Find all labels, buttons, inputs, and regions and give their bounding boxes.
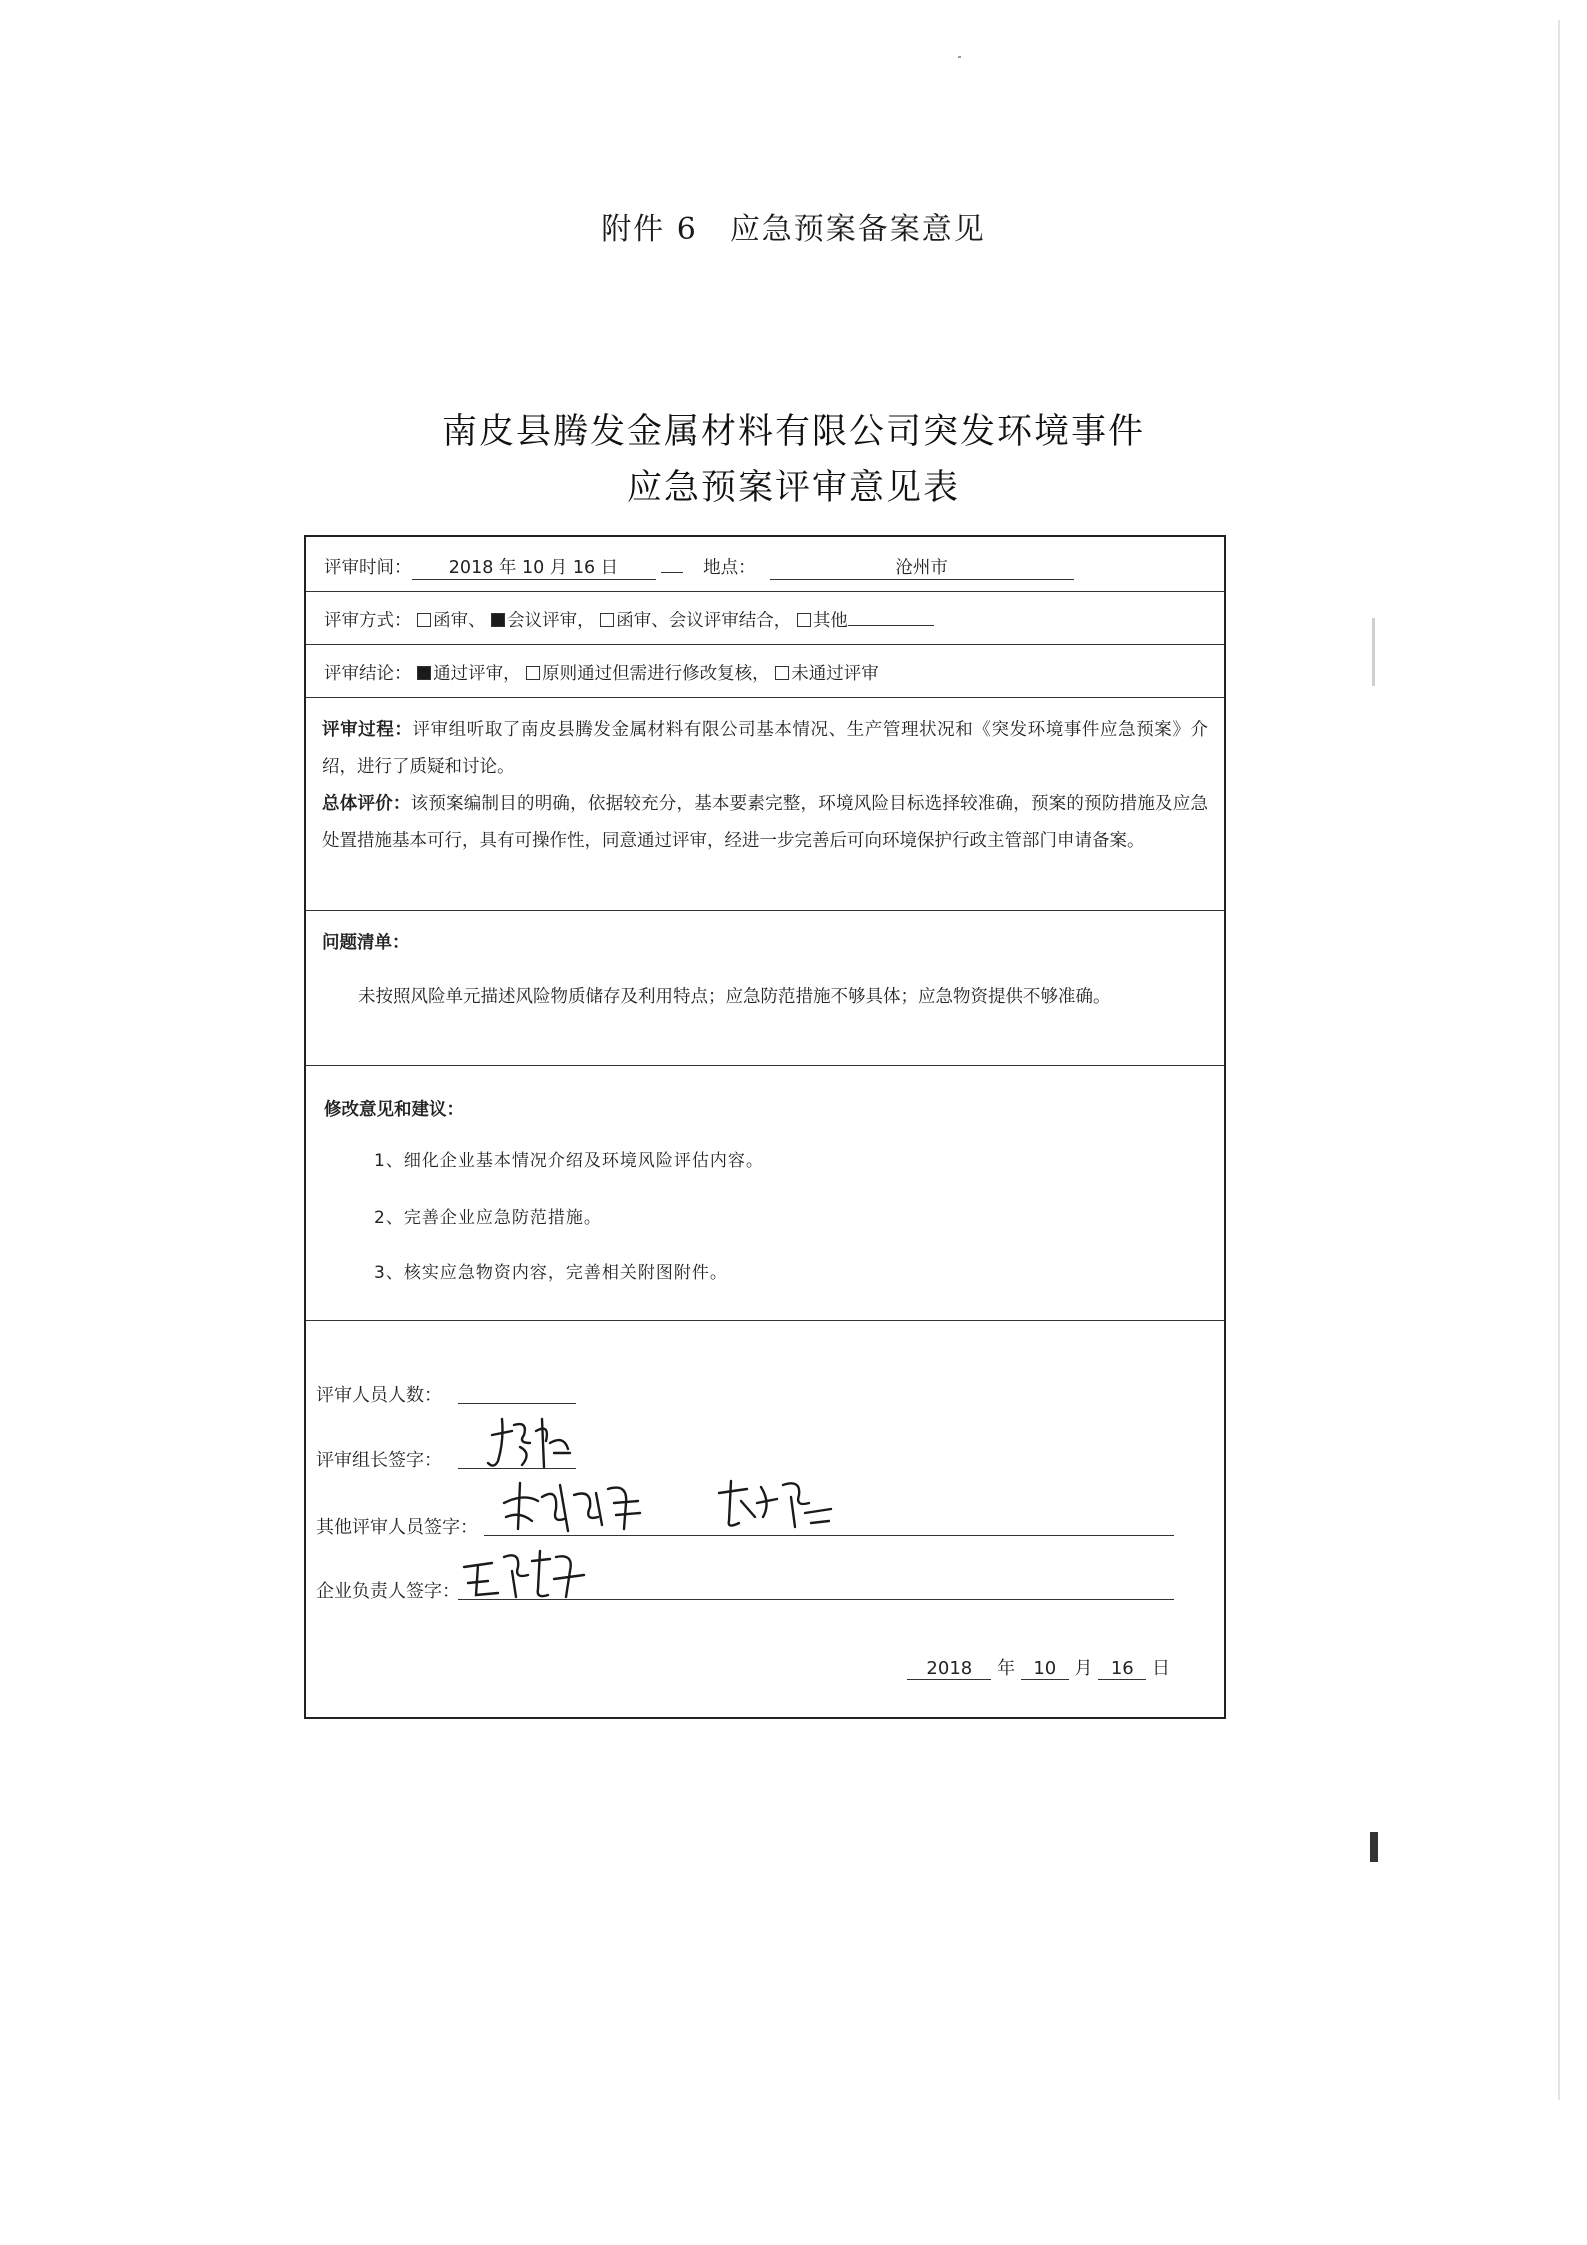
- signatures-row: [306, 1321, 1224, 1719]
- scan-page-edge: [1558, 20, 1560, 2100]
- location-value: 沧州市: [770, 554, 1074, 580]
- review-method-label: 评审方式：: [324, 611, 412, 631]
- review-conclusion-row: [306, 645, 1224, 698]
- attachment-heading: [0, 204, 1587, 248]
- issues-text: 未按照风险单元描述风险物质储存及利用特点；应急防范措施不够具体；应急物资提供不够准确。: [358, 987, 1111, 1007]
- suggestion-item-3: 3、核实应急物资内容，完善相关附图附件。: [374, 1263, 728, 1283]
- conclusion-option-2: 原则通过但需进行修改复核，: [542, 664, 770, 684]
- conclusion-option-3: 未通过评审: [791, 664, 879, 684]
- sign-date-month-unit: 月: [1074, 1658, 1093, 1679]
- checkbox-failed: [775, 666, 789, 680]
- leader-signature-label: 评审组长签字：: [316, 1450, 442, 1471]
- review-time-row: [306, 537, 1224, 592]
- reviewer-count-label: 评审人员人数：: [316, 1385, 442, 1406]
- issues-row: [306, 911, 1224, 1066]
- review-conclusion-label: 评审结论：: [324, 664, 412, 684]
- other-reviewer-signature-1: [498, 1473, 648, 1541]
- review-process-text: 评审组听取了南皮县腾发金属材料有限公司基本情况、生产管理状况和《突发环境事件应急预案》介绍，进行了质疑和讨论。: [322, 720, 1208, 777]
- location-label: 地点：: [703, 558, 756, 578]
- suggestions-label: 修改意见和建议：: [324, 1100, 464, 1120]
- other-reviewers-label: 其他评审人员签字：: [316, 1517, 478, 1538]
- sign-date-day-unit: 日: [1152, 1658, 1170, 1679]
- form-title-line2: 应急预案评审意见表: [626, 468, 960, 508]
- attachment-title: 应急预案备案意见: [729, 212, 986, 247]
- overall-label: 总体评价：: [322, 794, 411, 814]
- other-reviewer-signature-2: [711, 1473, 837, 1535]
- checkbox-letter-review: [417, 613, 431, 627]
- sign-date: [907, 1654, 1170, 1680]
- suggestion-item-2: 2、完善企业应急防范措施。: [374, 1208, 602, 1228]
- company-signature: [458, 1543, 598, 1605]
- form-title: [0, 404, 1587, 516]
- company-signature-label: 企业负责人签字：: [316, 1581, 460, 1602]
- issues-label: 问题清单：: [322, 933, 410, 953]
- review-time-label: 评审时间：: [324, 558, 412, 578]
- method-option-2: 会议评审，: [507, 611, 595, 631]
- suggestions-row: [306, 1066, 1224, 1321]
- form-title-line1: 南皮县腾发金属材料有限公司突发环境事件: [441, 412, 1145, 452]
- attachment-label: 附件 6: [601, 212, 698, 247]
- review-method-row: [306, 592, 1224, 645]
- sign-date-month: 10: [1021, 1658, 1069, 1680]
- conclusion-option-1: 通过评审，: [433, 664, 521, 684]
- suggestion-item-1: 1、细化企业基本情况介绍及环境风险评估内容。: [374, 1151, 764, 1171]
- method-option-4: 其他: [812, 611, 848, 631]
- checkbox-passed: [417, 666, 431, 680]
- reviewer-count-line: [458, 1403, 576, 1404]
- sign-date-year: 2018: [907, 1658, 991, 1680]
- leader-signature: [484, 1413, 576, 1475]
- overall-text: 该预案编制目的明确，依据较充分，基本要素完整，环境风险目标选择较准确，预案的预防措施及应急处置措施基本可行，具有可操作性，同意通过评审，经进一步完善后可向环境保护行政主管部门申请备案。: [322, 794, 1208, 851]
- method-option-1: 函审、: [433, 611, 486, 631]
- sign-date-year-unit: 年: [997, 1658, 1016, 1679]
- review-process-label: 评审过程：: [322, 720, 413, 740]
- review-time-value: 2018 年 10 月 16 日: [412, 554, 656, 580]
- review-process-row: [306, 698, 1224, 911]
- review-opinion-form: [304, 535, 1226, 1719]
- method-option-3: 函审、会议评审结合，: [616, 611, 792, 631]
- checkbox-conditional: [526, 666, 540, 680]
- checkbox-combined-review: [600, 613, 614, 627]
- scan-dot: [958, 56, 961, 58]
- checkbox-meeting-review: [491, 613, 505, 627]
- checkbox-other: [797, 613, 811, 627]
- sign-date-day: 16: [1098, 1658, 1146, 1680]
- scan-mark-lower: [1370, 1832, 1378, 1862]
- scan-mark-upper: [1372, 618, 1375, 686]
